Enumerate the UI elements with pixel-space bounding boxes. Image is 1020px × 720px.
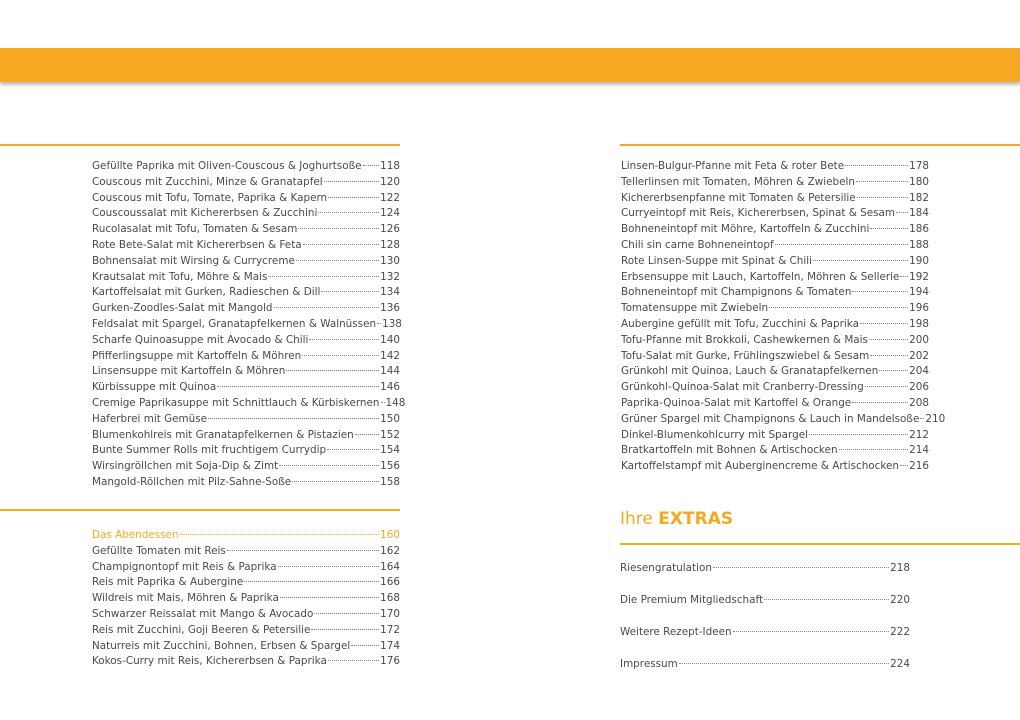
toc-entry[interactable] [621, 191, 929, 207]
toc-entry[interactable] [92, 222, 400, 238]
toc-entry-title: Erbsensuppe mit Lauch, Kartoffeln, Möhren & Sellerie [621, 270, 900, 283]
toc-entry-title: Kürbissuppe mit Quinoa [92, 381, 217, 394]
toc-entry[interactable] [92, 270, 400, 286]
toc-entry[interactable] [92, 560, 400, 576]
toc-entry-page: 182 [909, 191, 929, 204]
toc-entry-title: Kokos-Curry mit Reis, Kichererbsen & Paprika [92, 655, 327, 668]
toc-entry-title: Rote Bete-Salat mit Kichererbsen & Feta [92, 238, 302, 251]
toc-entry-title: Couscoussalat mit Kichererbsen & Zucchini [92, 207, 318, 220]
toc-entry[interactable] [621, 285, 929, 301]
toc-entry[interactable] [621, 254, 929, 270]
dot-leader [328, 660, 379, 661]
toc-entry[interactable] [92, 428, 400, 444]
toc-entry[interactable] [92, 364, 400, 380]
dot-leader [813, 260, 908, 261]
toc-entry-title: Rucolasalat mit Tofu, Tomaten & Sesam [92, 223, 298, 236]
toc-entry-page: 198 [909, 317, 929, 330]
header-band [0, 48, 1020, 82]
toc-entry-title: Tofu-Pfanne mit Brokkoli, Cashewkernen & Mais [621, 333, 868, 346]
toc-entry[interactable] [621, 380, 929, 396]
toc-entry-page: 166 [380, 576, 400, 589]
toc-entry-title: Weitere Rezept-Ideen [620, 626, 732, 638]
dot-leader [852, 291, 908, 292]
dot-leader [679, 663, 889, 664]
toc-entry-title: Dinkel-Blumenkohlcurry mit Spargel [621, 428, 808, 441]
toc-entry-title: Schwarzer Reissalat mit Mango & Avocado [92, 607, 314, 620]
toc-right-section-1 [621, 159, 946, 475]
toc-entry-title: Bohnensalat mit Wirsing & Currycreme [92, 254, 295, 267]
toc-left-section-2 [92, 528, 400, 670]
dot-leader [839, 449, 909, 450]
toc-entry-page: 204 [909, 365, 929, 378]
toc-entry[interactable] [92, 639, 400, 655]
toc-entry[interactable] [621, 206, 929, 222]
toc-entry-page: 218 [890, 562, 910, 574]
toc-entry-page: 186 [909, 223, 929, 236]
toc-entry-page: 180 [909, 175, 929, 188]
toc-entry-title: Cremige Paprikasuppe mit Schnittlauch & Kürbiskernen [92, 396, 380, 409]
toc-entry[interactable] [620, 624, 910, 656]
toc-left-section-1 [92, 159, 406, 491]
toc-entry-title: Reis mit Zucchini, Goji Beeren & Petersilie [92, 623, 311, 636]
dot-leader [775, 244, 909, 245]
toc-entry[interactable] [621, 333, 929, 349]
toc-entry-title: Scharfe Quinoasuppe mit Avocado & Chili [92, 333, 309, 346]
toc-entry-page: 150 [380, 412, 400, 425]
toc-entry-title: Wirsingröllchen mit Soja-Dip & Zimt [92, 460, 279, 473]
dot-leader [328, 197, 379, 198]
dot-leader [286, 370, 379, 371]
toc-entry[interactable] [621, 364, 929, 380]
dot-leader [870, 228, 908, 229]
toc-entry-page: 146 [380, 381, 400, 394]
toc-entry-title: Bratkartoffeln mit Bohnen & Artischocken [621, 444, 838, 457]
toc-entry-title: Champignontopf mit Reis & Paprika [92, 560, 277, 573]
toc-entry-page: 142 [380, 349, 400, 362]
toc-entry[interactable] [620, 560, 910, 592]
toc-entry[interactable] [621, 443, 929, 459]
toc-entry-page: 216 [909, 460, 929, 473]
dot-leader [302, 355, 379, 356]
toc-entry[interactable] [621, 270, 929, 286]
toc-entry-title: Tofu-Salat mit Gurke, Frühlingszwiebel & Sesam [621, 349, 870, 362]
toc-entry-title: Gefüllte Paprika mit Oliven-Couscous & Joghurtsoße [92, 160, 362, 172]
toc-entry-page: 170 [380, 607, 400, 620]
toc-entry-page: 212 [909, 428, 929, 441]
toc-entry-page: 194 [909, 286, 929, 299]
dot-leader [296, 260, 379, 261]
toc-entry-title: Grüner Spargel mit Champignons & Lauch in Mandelsoße [621, 412, 920, 425]
toc-entry-page: 134 [380, 286, 400, 299]
toc-entry-title: Aubergine gefüllt mit Tofu, Zucchini & Paprika [621, 317, 859, 330]
toc-entry-page: 208 [909, 396, 929, 409]
toc-entry-page: 132 [380, 270, 400, 283]
toc-entry[interactable] [92, 475, 400, 491]
extras-list [620, 560, 910, 688]
toc-entry-title: Mangold-Röllchen mit Pilz-Sahne-Soße [92, 475, 292, 488]
dot-leader [713, 567, 889, 568]
toc-entry[interactable] [92, 654, 400, 670]
toc-entry-page: 222 [890, 626, 910, 638]
toc-entry-title: Gefüllte Tomaten mit Reis [92, 544, 226, 557]
extras-heading-light: Ihre [620, 509, 653, 529]
toc-entry-page: 158 [380, 475, 400, 488]
toc-entry-page: 188 [909, 238, 929, 251]
toc-entry-page: 220 [890, 594, 910, 606]
toc-entry-title: Linsen-Bulgur-Pfanne mit Feta & roter Bete [621, 160, 845, 172]
dot-leader [870, 355, 908, 356]
dot-leader [351, 645, 379, 646]
dot-leader [278, 566, 380, 567]
extras-rule [620, 543, 1020, 545]
toc-entry-title: Bohneneintopf mit Möhre, Kartoffeln & Zucchini [621, 223, 870, 236]
toc-entry-page: 202 [909, 349, 929, 362]
toc-entry[interactable] [621, 459, 929, 475]
toc-entry-page: 152 [380, 428, 400, 441]
dot-leader [208, 418, 379, 419]
toc-entry-page: 148 [385, 396, 406, 409]
toc-entry-title: Gurken-Zoodles-Salat mit Mangold [92, 302, 273, 315]
toc-entry[interactable] [621, 238, 929, 254]
dot-leader [860, 323, 908, 324]
toc-entry[interactable] [92, 238, 400, 254]
toc-entry[interactable] [92, 285, 400, 301]
toc-entry-title: Grünkohl mit Quinoa, Lauch & Granatapfelkernen [621, 365, 879, 378]
toc-entry[interactable] [92, 544, 400, 560]
dot-leader [856, 181, 908, 182]
toc-entry[interactable] [621, 317, 929, 333]
toc-entry[interactable] [620, 656, 910, 688]
toc-entry-page: 192 [909, 270, 929, 283]
toc-entry[interactable] [621, 222, 929, 238]
toc-entry-page: 118 [380, 160, 400, 172]
toc-entry-page: 144 [380, 365, 400, 378]
dot-leader [279, 465, 379, 466]
dot-leader [311, 629, 379, 630]
dot-leader [324, 181, 379, 182]
toc-entry[interactable] [92, 528, 400, 544]
toc-entry[interactable] [621, 396, 929, 412]
toc-entry-page: 124 [380, 207, 400, 220]
toc-entry[interactable] [92, 459, 400, 475]
dot-leader [292, 481, 379, 482]
toc-entry-page: 162 [380, 544, 400, 557]
toc-entry-title: Pfifferlingsuppe mit Kartoffeln & Möhren [92, 349, 302, 362]
toc-entry-title: Tomatensuppe mit Zwiebeln [621, 302, 769, 315]
toc-entry[interactable] [92, 175, 400, 191]
toc-entry-page: 160 [380, 529, 400, 541]
toc-entry-page: 210 [925, 412, 946, 425]
toc-entry-page: 178 [909, 160, 929, 172]
toc-entry-title: Paprika-Quinoa-Salat mit Kartoffel & Orange [621, 396, 852, 409]
toc-entry-page: 164 [380, 560, 400, 573]
toc-entry-page: 140 [380, 333, 400, 346]
toc-entry-page: 184 [909, 207, 929, 220]
dot-leader [244, 581, 379, 582]
toc-entry-title: Reis mit Paprika & Aubergine [92, 576, 244, 589]
dot-leader [321, 291, 379, 292]
dot-leader [852, 402, 908, 403]
dot-leader [865, 386, 908, 387]
toc-entry-page: 136 [380, 302, 400, 315]
toc-entry-page: 200 [909, 333, 929, 346]
dot-leader [733, 631, 890, 632]
toc-entry-page: 190 [909, 254, 929, 267]
toc-entry[interactable] [621, 175, 929, 191]
toc-entry[interactable] [621, 301, 929, 317]
toc-entry-page: 224 [890, 658, 910, 670]
dot-leader [318, 212, 379, 213]
toc-entry-page: 176 [380, 655, 400, 668]
toc-entry-title: Grünkohl-Quinoa-Salat mit Cranberry-Dressing [621, 381, 864, 394]
toc-entry[interactable] [92, 333, 400, 349]
dot-leader [314, 613, 379, 614]
toc-entry[interactable] [92, 301, 400, 317]
toc-entry-title: Curryeintopf mit Reis, Kichererbsen, Spinat & Sesam [621, 207, 896, 220]
dot-leader [769, 307, 908, 308]
left-middle-rule [0, 509, 400, 511]
toc-entry-title: Das Abendessen [92, 529, 179, 541]
toc-entry-title: Die Premium Mitgliedschaft [620, 594, 764, 606]
dot-leader [869, 339, 908, 340]
toc-entry-page: 154 [380, 444, 400, 457]
toc-entry[interactable] [92, 623, 400, 639]
toc-entry-title: Chili sin carne Bohneneintopf [621, 238, 774, 251]
toc-entry-title: Bunte Summer Rolls mit fruchtigem Currydip [92, 444, 327, 457]
toc-entry-title: Kartoffelstampf mit Auberginencreme & Artischocken [621, 460, 899, 473]
toc-entry-page: 138 [382, 317, 402, 330]
toc-entry[interactable] [620, 592, 910, 624]
right-top-rule [620, 144, 1020, 146]
toc-entry-title: Blumenkohlreis mit Granatapfelkernen & Pistazien [92, 428, 354, 441]
toc-entry-page: 156 [380, 460, 400, 473]
dot-leader [809, 434, 908, 435]
toc-entry-title: Riesengratulation [620, 562, 712, 574]
toc-entry-title: Couscous mit Zucchini, Minze & Granatapfel [92, 175, 323, 188]
dot-leader [363, 165, 380, 166]
toc-entry-page: 196 [909, 302, 929, 315]
dot-leader [879, 370, 908, 371]
toc-entry-title: Kichererbsenpfanne mit Tomaten & Petersilie [621, 191, 856, 204]
toc-entry[interactable] [92, 575, 400, 591]
toc-entry[interactable] [92, 591, 400, 607]
dot-leader [377, 323, 381, 324]
dot-leader [274, 307, 380, 308]
toc-entry-title: Impressum [620, 658, 678, 670]
toc-entry-title: Tellerlinsen mit Tomaten, Möhren & Zwiebeln [621, 175, 855, 188]
dot-leader [303, 244, 380, 245]
toc-entry-title: Wildreis mit Mais, Möhren & Paprika [92, 592, 279, 605]
toc-entry[interactable] [92, 443, 400, 459]
left-top-rule [0, 144, 400, 146]
toc-entry[interactable] [92, 607, 400, 623]
dot-leader [355, 434, 379, 435]
toc-entry-page: 128 [380, 238, 400, 251]
dot-leader [298, 228, 379, 229]
dot-leader [217, 386, 379, 387]
dot-leader [280, 597, 379, 598]
toc-entry[interactable] [621, 349, 929, 365]
toc-entry-page: 206 [909, 381, 929, 394]
dot-leader [268, 276, 379, 277]
dot-leader [764, 599, 889, 600]
dot-leader [845, 165, 908, 166]
toc-entry-page: 168 [380, 592, 400, 605]
toc-entry-title: Krautsalat mit Tofu, Möhre & Mais [92, 270, 268, 283]
dot-leader [857, 197, 909, 198]
toc-entry-page: 120 [380, 175, 400, 188]
dot-leader [900, 465, 908, 466]
toc-entry-title: Rote Linsen-Suppe mit Spinat & Chili [621, 254, 813, 267]
toc-entry[interactable] [621, 428, 929, 444]
toc-entry[interactable] [621, 412, 946, 428]
toc-entry-title: Naturreis mit Zucchini, Bohnen, Erbsen & Spargel [92, 639, 351, 652]
toc-entry[interactable] [92, 412, 400, 428]
toc-entry-page: 126 [380, 223, 400, 236]
toc-entry-title: Haferbrei mit Gemüse [92, 412, 208, 425]
extras-heading-bold: EXTRAS [658, 509, 734, 529]
toc-entry-title: Bohneneintopf mit Champignons & Tomaten [621, 286, 852, 299]
toc-entry[interactable] [92, 159, 400, 175]
toc-entry[interactable] [92, 191, 400, 207]
dot-leader [180, 534, 380, 535]
toc-entry[interactable] [92, 317, 400, 333]
dot-leader [309, 339, 379, 340]
toc-entry-page: 130 [380, 254, 400, 267]
toc-entry-page: 172 [380, 623, 400, 636]
dot-leader [227, 550, 379, 551]
dot-leader [327, 449, 379, 450]
toc-entry[interactable] [92, 396, 406, 412]
toc-entry[interactable] [92, 349, 400, 365]
toc-entry-page: 174 [380, 639, 400, 652]
extras-heading [620, 507, 733, 531]
toc-entry[interactable] [92, 380, 400, 396]
toc-entry-page: 122 [380, 191, 400, 204]
dot-leader [900, 276, 908, 277]
toc-entry[interactable] [92, 206, 400, 222]
toc-entry-page: 214 [909, 444, 929, 457]
toc-entry-title: Kartoffelsalat mit Gurken, Radieschen & Dill [92, 286, 321, 299]
dot-leader [381, 402, 385, 403]
toc-entry[interactable] [621, 159, 929, 175]
toc-entry-title: Linsensuppe mit Kartoffeln & Möhren [92, 365, 286, 378]
toc-entry-title: Feldsalat mit Spargel, Granatapfelkernen & Walnüssen [92, 317, 377, 330]
dot-leader [896, 212, 908, 213]
toc-entry-title: Couscous mit Tofu, Tomate, Paprika & Kapern [92, 191, 328, 204]
toc-entry[interactable] [92, 254, 400, 270]
dot-leader [920, 418, 924, 419]
